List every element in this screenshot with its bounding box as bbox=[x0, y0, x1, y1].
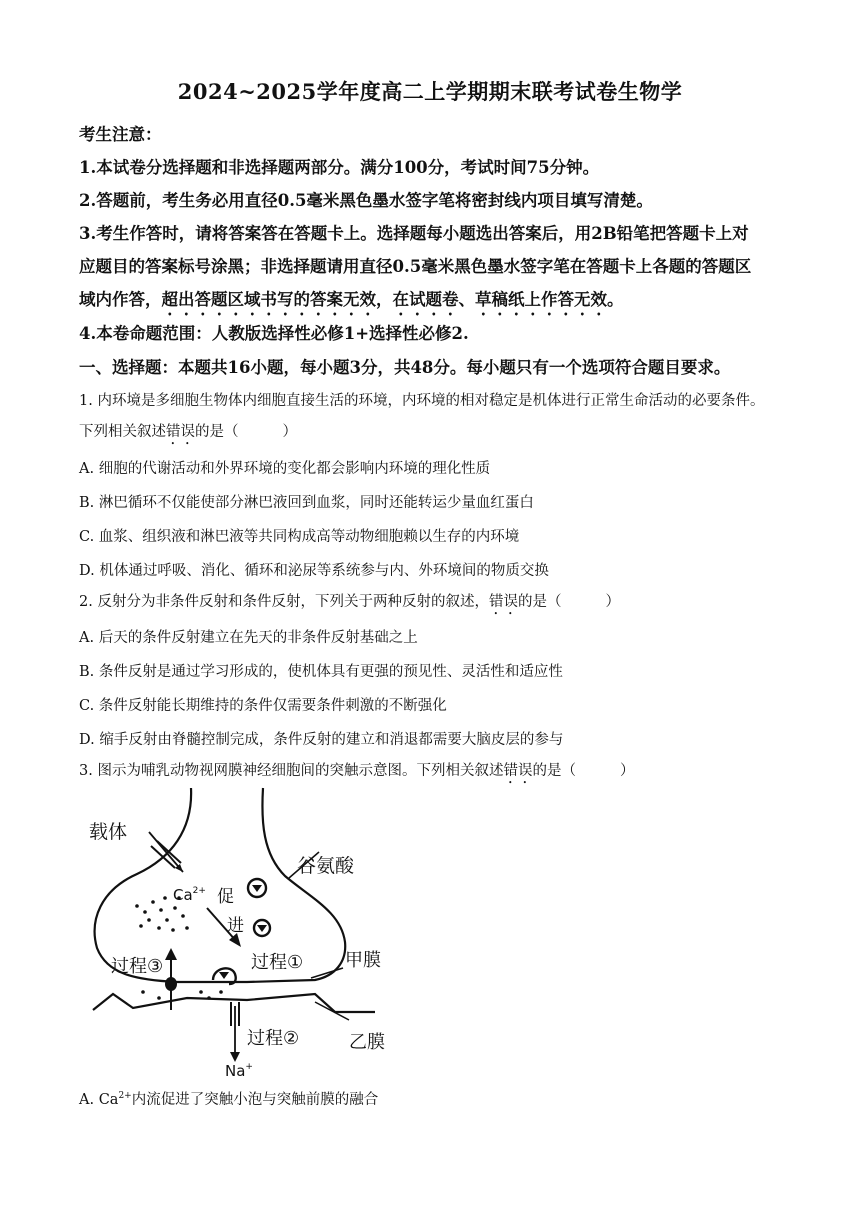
process-2-channel bbox=[230, 1002, 240, 1062]
notice-item-3-line-2: 应题目的答案标号涂黑；非选择题请用直径0.5毫米黑色墨水签字笔在答题卡上各题的答题区 bbox=[79, 257, 752, 276]
q2-option-b: B. 条件反射是通过学习形成的，使机体具有更强的预见性、灵活性和适应性 bbox=[79, 664, 563, 680]
q1-stem-line-1: 1. 内环境是多细胞生物体内细胞直接生活的环境，内环境的相对稳定是机体进行正常生命活动的必要条件。 bbox=[79, 393, 765, 409]
q1-option-a: A. 细胞的代谢活动和外界环境的变化都会影响内环境的理化性质 bbox=[79, 461, 491, 477]
postsynaptic-membrane bbox=[93, 994, 375, 1012]
q2-option-a: A. 后天的条件反射建立在先天的非条件反射基础之上 bbox=[79, 630, 418, 646]
exam-title: 2024~2025学年度高二上学期期末联考试卷生物学 bbox=[177, 79, 683, 104]
label-membrane-b: 乙膜 bbox=[349, 1032, 385, 1053]
label-process-3: 过程③ bbox=[111, 956, 164, 977]
label-ca: $Ca^{2+}$ bbox=[173, 886, 206, 904]
notice-heading: 考生注意： bbox=[79, 125, 162, 144]
notice-item-3-line-1: 3.考生作答时，请将答案答在答题卡上。选择题每小题选出答案后，用2B铅笔把答题卡上对 bbox=[79, 224, 749, 243]
notice-item-4: 4.本卷命题范围：人教版选择性必修1+选择性必修2. bbox=[79, 324, 469, 343]
label-process-1: 过程① bbox=[251, 952, 304, 973]
q3-stem: 3. 图示为哺乳动物视网膜神经细胞间的突触示意图。下列相关叙述错误的是（ ） bbox=[79, 763, 635, 779]
q1-option-d: D. 机体通过呼吸、消化、循环和泌尿等系统参与内、外环境间的物质交换 bbox=[79, 563, 549, 579]
label-promote-1: 促 bbox=[217, 887, 234, 907]
q1-stem-line-2: 下列相关叙述错误的是（ ） bbox=[79, 424, 297, 440]
vesicle-icon bbox=[248, 879, 266, 897]
label-carrier: 载体 bbox=[89, 821, 128, 843]
q1-option-b: B. 淋巴循环不仅能使部分淋巴液回到血浆，同时还能转运少量血红蛋白 bbox=[79, 495, 534, 511]
label-na: Na+ bbox=[225, 1062, 253, 1080]
q1-option-c: C. 血浆、组织液和淋巴液等共同构成高等动物细胞赖以生存的内环境 bbox=[79, 529, 520, 545]
q2-stem: 2. 反射分为非条件反射和条件反射，下列关于两种反射的叙述，错误的是（ ） bbox=[79, 594, 620, 610]
section-heading: 一、选择题：本题共16小题，每小题3分，共48分。每小题只有一个选项符合题目要求。 bbox=[79, 358, 731, 377]
emphasis-text: 错误 bbox=[166, 424, 195, 440]
notice-item-2: 2.答题前，考生务必用直径0.5毫米黑色墨水签字笔将密封线内项目填写清楚。 bbox=[79, 191, 653, 210]
synapse-diagram bbox=[79, 780, 399, 1080]
emphasis-text: 错误 bbox=[488, 594, 518, 610]
label-process-2: 过程② bbox=[247, 1028, 300, 1049]
label-promote-2: 进 bbox=[227, 916, 244, 936]
emphasis-text: 超出答题区域书写的答案无效 bbox=[161, 290, 376, 309]
presynaptic-terminal bbox=[95, 788, 346, 982]
q3-option-a: A. $Ca^{2+}$内流促进了突触小泡与突触前膜的融合 bbox=[79, 1091, 379, 1108]
emphasis-text: 在试题卷、草稿纸上作答无效 bbox=[392, 290, 607, 309]
label-glutamate: 谷氨酸 bbox=[297, 855, 355, 877]
emphasis-text: 错误 bbox=[503, 763, 533, 779]
vesicle-icon bbox=[254, 920, 270, 936]
q2-option-c: C. 条件反射能长期维持的条件仅需要条件刺激的不断强化 bbox=[79, 698, 447, 714]
carrier-icon bbox=[149, 832, 183, 872]
notice-item-1: 1.本试卷分选择题和非选择题两部分。满分100分，考试时间75分钟。 bbox=[79, 158, 600, 177]
q2-option-d: D. 缩手反射由脊髓控制完成，条件反射的建立和消退都需要大脑皮层的参与 bbox=[79, 732, 564, 748]
label-membrane-a: 甲膜 bbox=[345, 950, 381, 971]
notice-item-3-line-3: 域内作答，超出答题区域书写的答案无效，在试题卷、草稿纸上作答无效。 bbox=[79, 290, 624, 309]
